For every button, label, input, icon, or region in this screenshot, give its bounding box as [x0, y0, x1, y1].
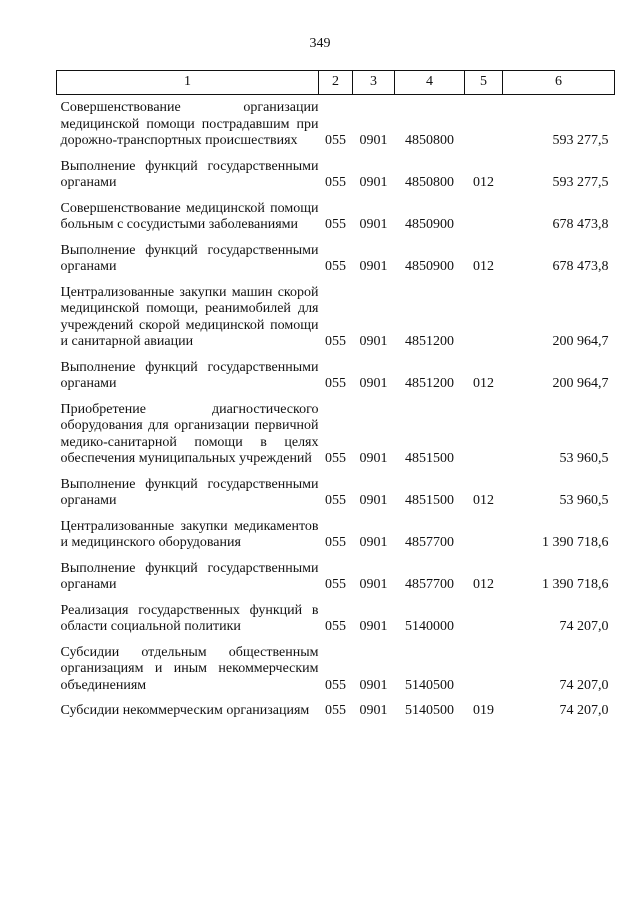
expense-type-code: 019 — [473, 703, 494, 718]
table-row — [57, 514, 615, 556]
section-code: 0901 — [359, 619, 388, 634]
amount: 74 207,0 — [559, 619, 609, 634]
ministry-code: 055 — [325, 133, 346, 148]
ministry-code: 055 — [325, 376, 346, 391]
expense-type-code: 012 — [473, 493, 494, 508]
header-col-3: 3 — [353, 71, 395, 95]
header-col-5: 5 — [465, 71, 503, 95]
row-name: Выполнение функций государственными органами — [60, 476, 319, 508]
table-header — [57, 71, 615, 95]
ministry-code: 055 — [325, 677, 346, 693]
section-code: 0901 — [359, 259, 388, 274]
expense-type-code — [465, 514, 503, 556]
table-row — [57, 472, 615, 514]
ministry-code: 055 — [325, 577, 346, 592]
header-row — [57, 71, 615, 95]
amount: 74 207,0 — [559, 677, 609, 693]
amount: 200 964,7 — [552, 334, 609, 349]
target-article-code: 4851500 — [405, 493, 454, 508]
ministry-code: 055 — [325, 217, 346, 232]
budget-table — [56, 70, 615, 724]
table-row — [57, 397, 615, 472]
table-row — [57, 280, 615, 355]
section-code: 0901 — [359, 703, 388, 718]
header-col-1: 1 — [57, 71, 319, 95]
section-code: 0901 — [359, 493, 388, 508]
target-article-code: 4850900 — [405, 259, 454, 274]
expense-type-code: 012 — [473, 577, 494, 592]
ministry-code: 055 — [325, 619, 346, 634]
section-code: 0901 — [359, 376, 388, 391]
amount: 678 473,8 — [552, 259, 609, 274]
table-row — [57, 355, 615, 397]
amount: 1 390 718,6 — [542, 577, 609, 592]
table-body — [57, 95, 615, 724]
page-number: 349 — [309, 36, 331, 51]
expense-type-code — [465, 640, 503, 699]
row-name: Субсидии отдельным общественным организациям и иным некоммерческим объединениям — [60, 644, 319, 693]
expense-type-code: 012 — [473, 376, 494, 391]
ministry-code: 055 — [325, 334, 346, 349]
table-row — [57, 556, 615, 598]
table-row — [57, 95, 615, 154]
section-code: 0901 — [359, 175, 388, 190]
expense-type-code — [465, 598, 503, 640]
table-row — [57, 640, 615, 699]
expense-type-code — [465, 280, 503, 355]
row-name: Выполнение функций государственными органами — [60, 158, 319, 190]
ministry-code: 055 — [325, 175, 346, 190]
row-name: Приобретение диагностического оборудования для организации первичной медико-санитарной помощи в целях обеспечения муниципальных учреждений — [60, 401, 319, 466]
row-name: Совершенствование медицинской помощи больным с сосудистыми заболеваниями — [60, 200, 319, 232]
amount: 200 964,7 — [552, 376, 609, 391]
amount: 1 390 718,6 — [542, 535, 609, 550]
table-row — [57, 698, 615, 724]
target-article-code: 4850800 — [405, 133, 454, 148]
section-code: 0901 — [359, 334, 388, 349]
amount: 593 277,5 — [552, 175, 609, 190]
expense-type-code — [465, 196, 503, 238]
row-name: Централизованные закупки машин скорой медицинской помощи, реанимобилей для учреждений скорой медицинской помощи и санитарной авиации — [60, 284, 319, 349]
section-code: 0901 — [359, 217, 388, 232]
target-article-code: 4851200 — [405, 376, 454, 391]
ministry-code: 055 — [325, 451, 346, 466]
header-col-2: 2 — [319, 71, 353, 95]
target-article-code: 4851500 — [405, 451, 454, 466]
row-name: Централизованные закупки медикаментов и медицинского оборудования — [60, 518, 319, 550]
section-code: 0901 — [359, 451, 388, 466]
table-row — [57, 196, 615, 238]
section-code: 0901 — [359, 133, 388, 148]
target-article-code: 4850800 — [405, 175, 454, 190]
header-col-4: 4 — [395, 71, 465, 95]
target-article-code: 5140000 — [405, 619, 454, 634]
ministry-code: 055 — [325, 259, 346, 274]
expense-type-code — [465, 397, 503, 472]
target-article-code: 5140500 — [405, 677, 454, 693]
ministry-code: 055 — [325, 493, 346, 508]
expense-type-code: 012 — [473, 259, 494, 274]
row-name: Совершенствование организации медицинской помощи пострадавшим при дорожно-транспортных происшествиях — [60, 100, 319, 148]
table-row — [57, 238, 615, 280]
expense-type-code: 012 — [473, 175, 494, 190]
target-article-code: 5140500 — [405, 703, 454, 718]
section-code: 0901 — [359, 577, 388, 592]
ministry-code: 055 — [325, 535, 346, 550]
section-code: 0901 — [359, 677, 388, 693]
row-name: Субсидии некоммерческим организациям — [60, 703, 310, 718]
amount: 593 277,5 — [552, 133, 609, 148]
amount: 53 960,5 — [559, 493, 609, 508]
target-article-code: 4857700 — [405, 577, 454, 592]
section-code: 0901 — [359, 535, 388, 550]
amount: 678 473,8 — [552, 217, 609, 232]
ministry-code: 055 — [325, 703, 346, 718]
row-name: Выполнение функций государственными органами — [60, 560, 319, 592]
row-name: Выполнение функций государственными органами — [60, 359, 319, 391]
target-article-code: 4850900 — [405, 217, 454, 232]
row-name: Реализация государственных функций в области социальной политики — [60, 602, 319, 634]
expense-type-code — [465, 95, 503, 154]
table-row — [57, 154, 615, 196]
amount: 74 207,0 — [559, 703, 609, 718]
header-col-6: 6 — [503, 71, 615, 95]
amount: 53 960,5 — [559, 451, 609, 466]
target-article-code: 4857700 — [405, 535, 454, 550]
table-row — [57, 598, 615, 640]
target-article-code: 4851200 — [405, 334, 454, 349]
row-name: Выполнение функций государственными органами — [60, 242, 319, 274]
